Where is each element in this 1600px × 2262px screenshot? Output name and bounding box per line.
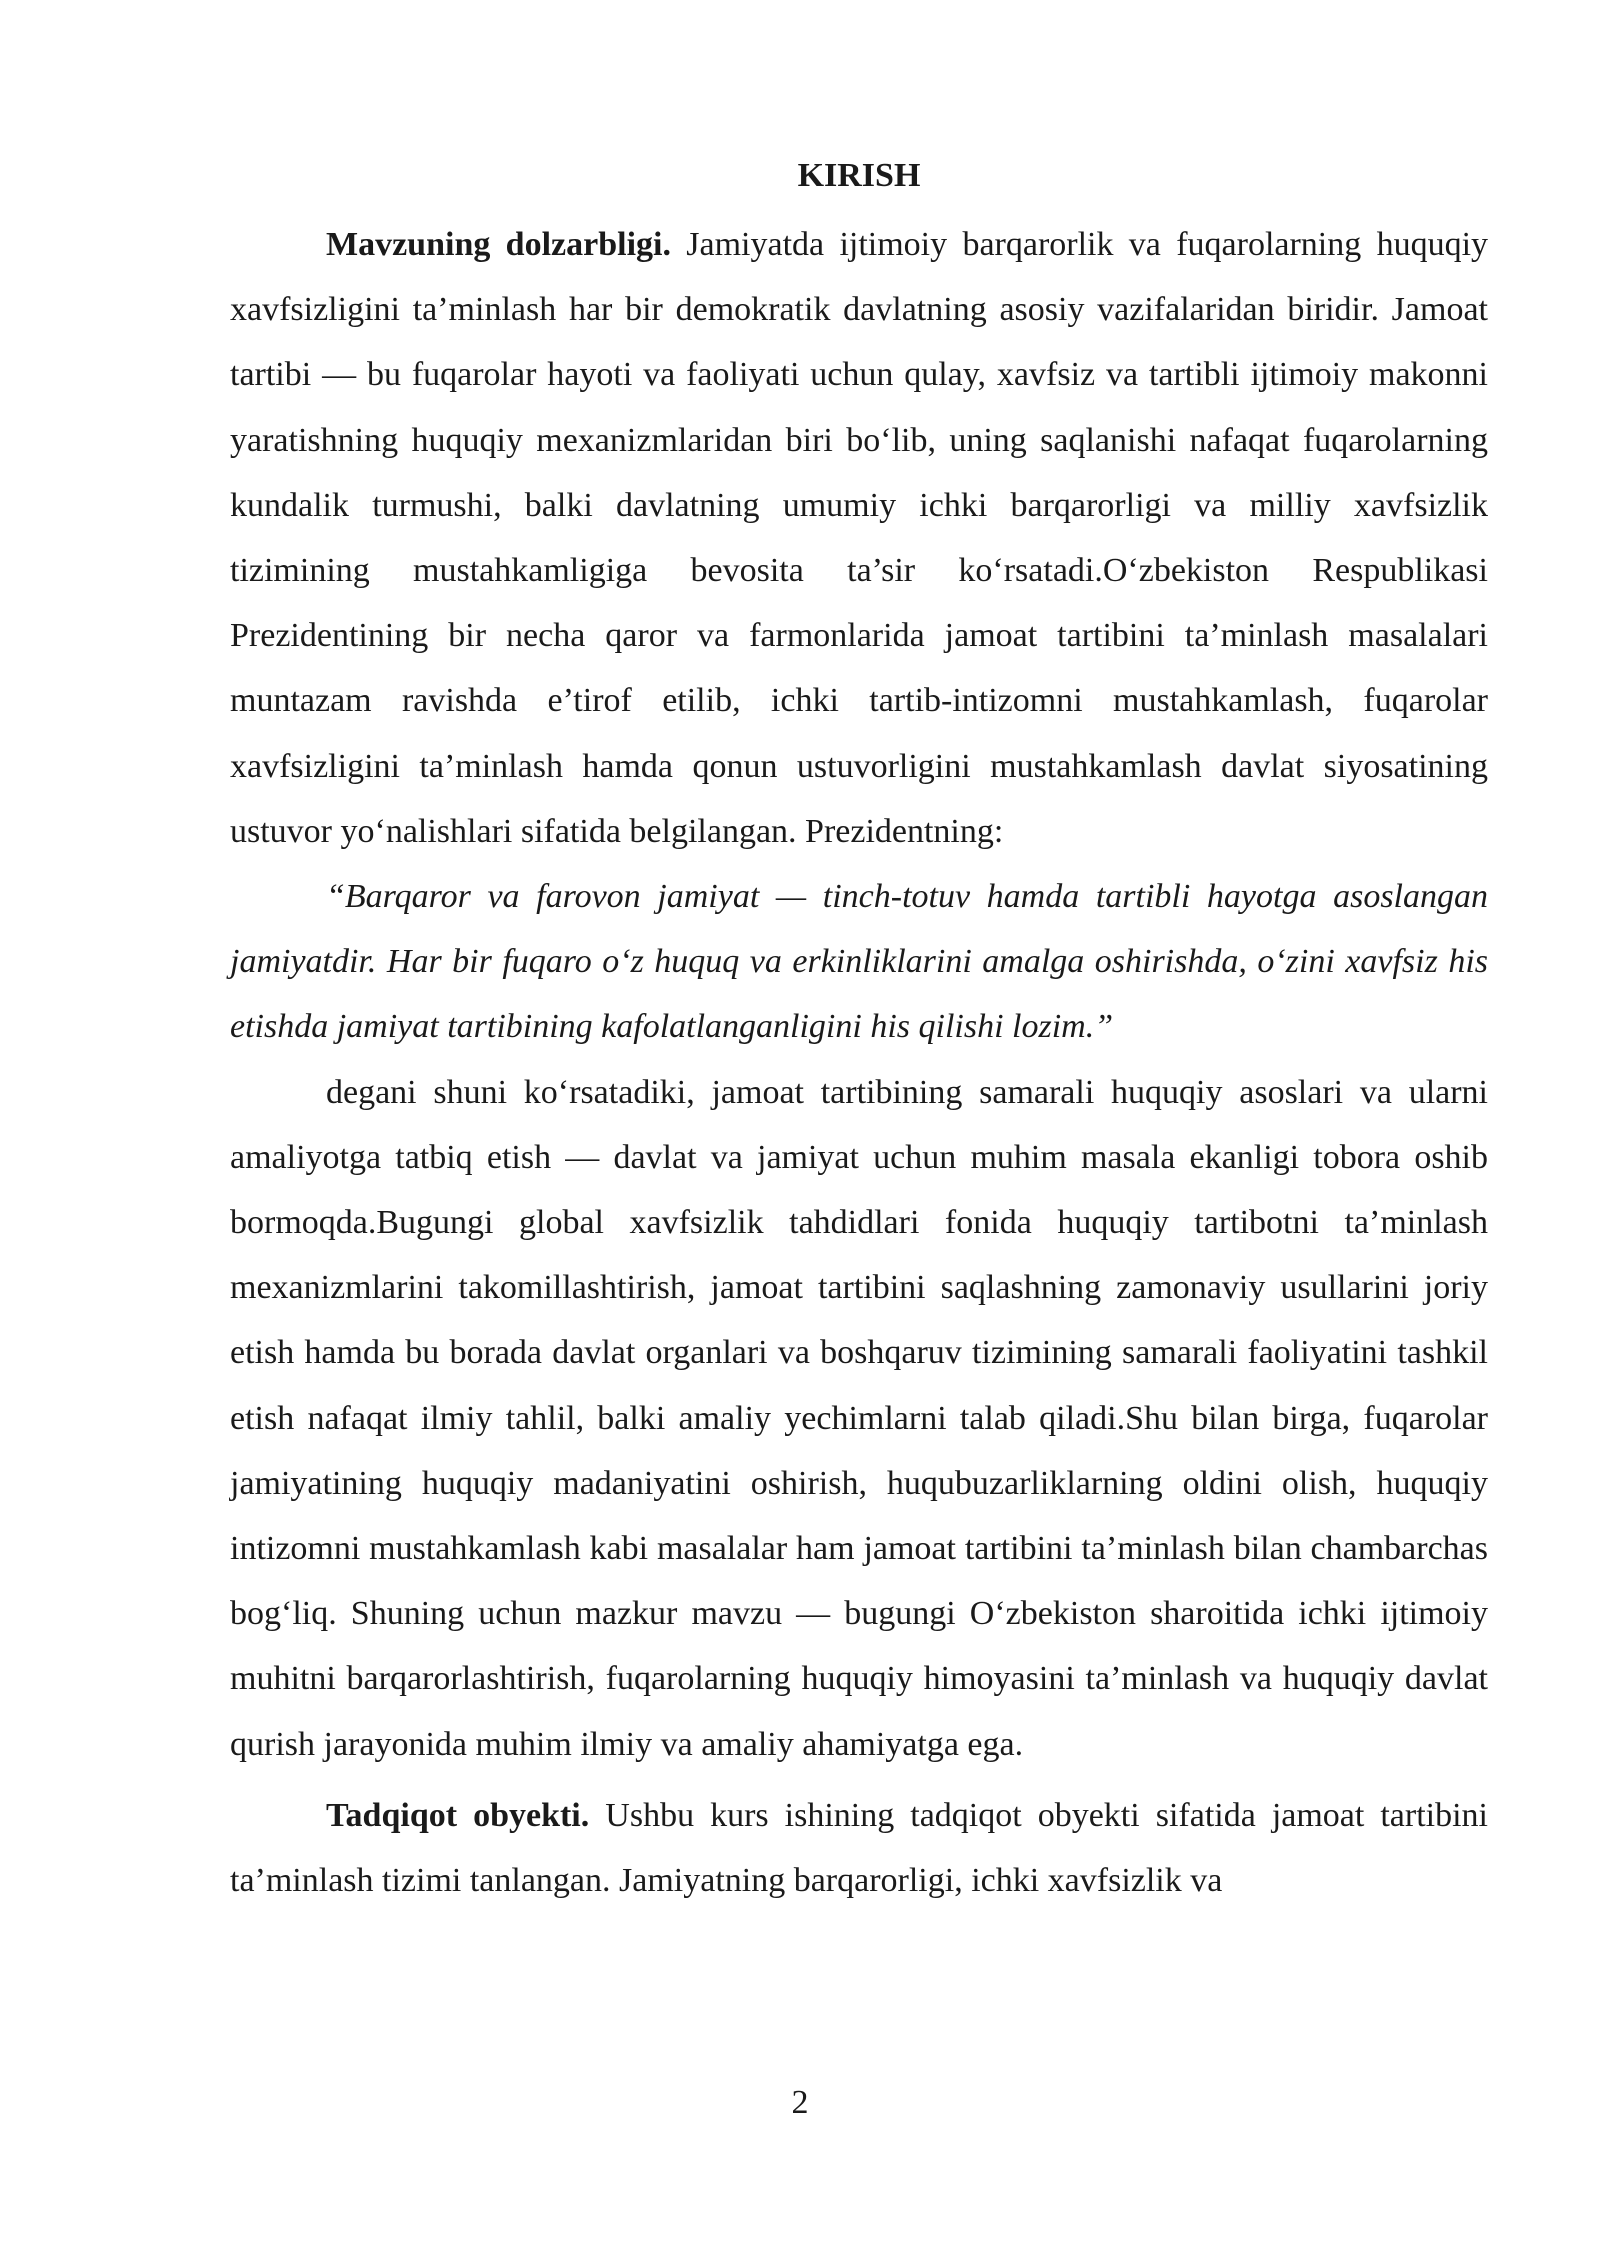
page-content [230,148,1488,1913]
paragraph-text-relevance: Jamiyatda ijtimoiy barqarorlik va fuqarolarning huquqiy xavfsizligini ta’minlash har bir demokratik davlatning asosiy vazifalaridan biridir. Jamoat tartibi — bu fuqarolar hayoti va faoliyati uchun qulay, xavfsiz va tartibli ijtimoiy makonni yaratishning huquqiy mexanizmlaridan biri bo‘lib, uning saqlanishi nafaqat fuqarolarning kundalik turmushi, balki davlatning umumiy ichki barqarorligi va milliy xavfsizlik tizimining mustahkamligiga bevosita ta’sir ko‘rsatadi.O‘zbekiston Respublikasi Prezidentining bir necha qaror va farmonlarida jamoat tartibini ta’minlash masalalari muntazam ravishda e’tirof etilib, ichki tartib-intizomni mustahkamlash, fuqarolar xavfsizligini ta’minlash hamda qonun ustuvorligini mustahkamlash davlat siyosatining ustuvor yo‘nalishlari sifatida belgilangan. Prezidentning: [230,226,1489,850]
paragraph-text-research-object: Ushbu kurs ishining tadqiqot obyekti sifatida jamoat tartibini ta’minlash tizimi tanlangan. Jamiyatning barqarorligi, ichki xavfsizlik va [230,1796,1489,1900]
president-quote: “Barqaror va farovon jamiyat — tinch-totuv hamda tartibli hayotga asoslangan jamiyatdir. Har bir fuqaro o‘z huquq va erkinliklarini amalga oshirishda, o‘zini xavfsiz his etishda jamiyat tartibining kafolatlanganligini his qilishi lozim.” [230,878,1488,1046]
paragraph-lead-research-object: Tadqiqot obyekti. [326,1796,590,1834]
paragraph-research-object [230,1783,1488,1913]
paragraph-continuation: degani shuni ko‘rsatadiki, jamoat tartibining samarali huquqiy asoslari va ularni amaliyotga tatbiq etish — davlat va jamiyat uchun muhim masala ekanligi tobora oshib bormoqda.Bugungi global xavfsizlik tahdidlari fonida huquqiy tartibotni ta’minlash mexanizmlarini takomillashtirish, jamoat tartibini saqlashning zamonaviy usullarini joriy etish hamda bu borada davlat organlari va boshqaruv tizimining samarali faoliyatini tashkil etish nafaqat ilmiy tahlil, balki amaliy yechimlarni talab qiladi.Shu bilan birga, fuqarolar jamiyatining huquqiy madaniyatini oshirish, huqubuzarliklarning oldini olish, huquqiy intizomni mustahkamlash kabi masalalar ham jamoat tartibini ta’minlash bilan chambarchas bog‘liq. Shuning uchun mazkur mavzu — bugungi O‘zbekiston sharoitida ichki ijtimoiy muhitni barqarorlashtirish, fuqarolarning huquqiy himoyasini ta’minlash va huquqiy davlat qurish jarayonida muhim ilmiy va amaliy ahamiyatga ega. [230,1073,1488,1763]
paragraph-lead-relevance: Mavzuning dolzarbligi. [326,226,671,263]
page-number: 2 [791,2084,809,2121]
paragraph-relevance [230,212,1488,864]
section-heading: KIRISH [797,157,921,194]
